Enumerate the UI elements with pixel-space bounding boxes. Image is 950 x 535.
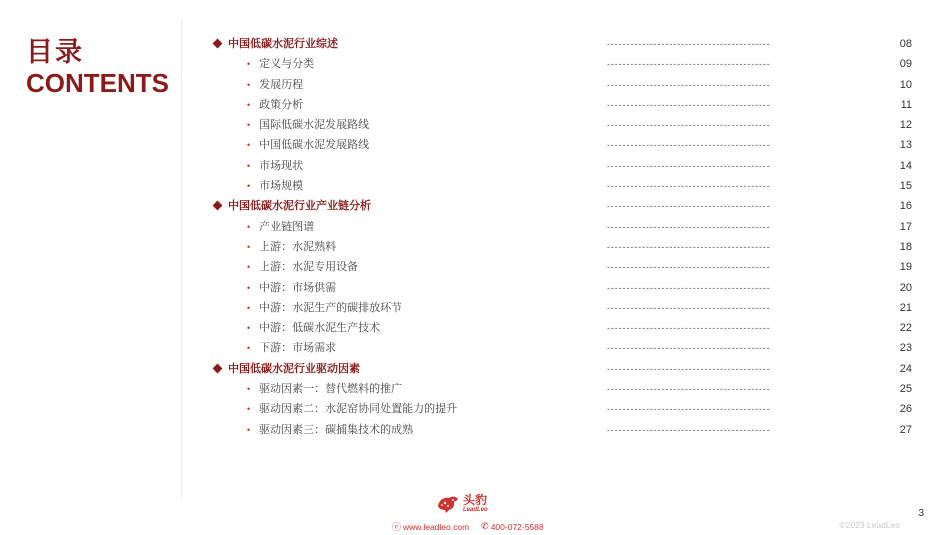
- vertical-divider: [181, 20, 182, 498]
- toc-page-number: 15: [899, 180, 912, 193]
- toc-label-text: 政策分析: [259, 98, 304, 111]
- toc-section[interactable]: [212, 196, 916, 216]
- dot-leader: ------------------------------------------: [607, 343, 771, 354]
- title-cn: 目录: [26, 37, 84, 67]
- toc-page-number: 12: [899, 119, 912, 132]
- leopard-logo-icon: [436, 494, 460, 514]
- dot-leader: ------------------------------------------: [607, 424, 771, 435]
- dot-leader: ------------------------------------------: [607, 140, 771, 151]
- phone-number: 400-072-5588: [490, 521, 544, 532]
- toc-page-number: 16: [899, 200, 912, 213]
- toc-label: [247, 420, 413, 440]
- dot-leader: ------------------------------------------: [607, 241, 771, 252]
- toc-item[interactable]: [212, 156, 916, 176]
- toc-label: [247, 278, 336, 298]
- dot-leader: ------------------------------------------: [607, 323, 771, 334]
- page-number: 3: [918, 508, 924, 519]
- bullet-icon: •: [247, 424, 251, 435]
- copyright: ©2023 LeadLeo: [839, 520, 900, 530]
- toc-label-text: 下游：市场需求: [259, 342, 337, 355]
- dot-leader: ------------------------------------------: [607, 384, 771, 395]
- toc-label-text: 中国低碳水泥行业产业链分析: [228, 200, 371, 213]
- toc-label: [247, 176, 303, 196]
- toc-page-number: 27: [899, 423, 912, 436]
- bullet-icon: •: [247, 384, 251, 395]
- toc-label: [247, 54, 314, 74]
- toc-label-text: 驱动因素三：碳捕集技术的成熟: [259, 423, 414, 436]
- toc-item[interactable]: [212, 115, 916, 135]
- toc-label: [212, 196, 371, 216]
- toc-label-text: 发展历程: [259, 78, 304, 91]
- toc-page-number: 11: [900, 98, 912, 111]
- toc-label-text: 中游：水泥生产的碳排放环节: [259, 301, 403, 314]
- dot-leader: ------------------------------------------: [607, 221, 771, 232]
- bullet-icon: •: [247, 99, 251, 110]
- bullet-icon: •: [247, 59, 251, 70]
- toc-label-text: 中国低碳水泥行业综述: [228, 38, 338, 50]
- toc-page-number: 24: [899, 362, 912, 375]
- toc-label-text: 中游：低碳水泥生产技术: [259, 322, 381, 335]
- brand-logo: [436, 494, 488, 514]
- dot-leader: ------------------------------------------: [607, 120, 771, 131]
- toc-item[interactable]: [212, 217, 916, 237]
- website-link[interactable]: www.leadleo.com: [403, 521, 470, 532]
- toc-label-text: 上游：水泥熟料: [259, 240, 337, 253]
- toc-label-text: 国际低碳水泥发展路线: [259, 119, 370, 132]
- bullet-icon: •: [247, 221, 251, 232]
- toc-page-number: 13: [899, 139, 912, 152]
- dot-leader: ------------------------------------------: [607, 262, 771, 273]
- toc-section[interactable]: [212, 359, 916, 379]
- toc-page-number: 10: [899, 78, 912, 91]
- toc-label: [247, 318, 380, 338]
- bullet-icon: •: [247, 120, 251, 131]
- bullet-icon: •: [247, 140, 251, 151]
- title-en: CONTENTS: [26, 68, 169, 98]
- toc-item[interactable]: [212, 54, 916, 74]
- toc-label: [247, 156, 303, 176]
- toc-page-number: 09: [899, 58, 912, 71]
- toc-section[interactable]: [212, 34, 916, 54]
- toc-item[interactable]: [212, 257, 916, 277]
- toc-page-number: 18: [899, 240, 912, 253]
- toc-label: [247, 95, 303, 115]
- footer-contact: [392, 520, 544, 533]
- bullet-icon: •: [247, 241, 251, 252]
- logo-cn: 头豹: [463, 493, 488, 507]
- dot-leader: ------------------------------------------: [607, 160, 771, 171]
- toc-label-text: 定义与分类: [259, 58, 315, 71]
- toc-label-text: 市场现状: [259, 159, 304, 172]
- bullet-icon: •: [247, 302, 251, 313]
- toc-item[interactable]: [212, 338, 916, 358]
- toc-label-text: 中游：市场供需: [259, 281, 337, 294]
- toc-label: [247, 298, 402, 318]
- dot-leader: ------------------------------------------: [607, 404, 771, 415]
- toc-label: [247, 217, 314, 237]
- toc-item[interactable]: [212, 318, 916, 338]
- toc-page-number: 21: [899, 301, 912, 314]
- toc-page-number: 17: [899, 220, 912, 233]
- diamond-icon: [213, 363, 223, 373]
- toc-page-number: 14: [899, 159, 912, 172]
- dot-leader: ------------------------------------------: [607, 99, 771, 110]
- toc-item[interactable]: [212, 75, 916, 95]
- toc-item[interactable]: [212, 379, 916, 399]
- toc-item[interactable]: [212, 278, 916, 298]
- toc-item[interactable]: [212, 420, 916, 440]
- toc-page-number: 19: [899, 261, 912, 274]
- toc-label: [247, 338, 336, 358]
- toc-label-text: 驱动因素二：水泥窑协同处置能力的提升: [259, 403, 458, 416]
- dot-leader: ------------------------------------------: [607, 302, 771, 313]
- toc-item[interactable]: [212, 237, 916, 257]
- bullet-icon: •: [247, 160, 251, 171]
- toc-label-text: 产业链图谱: [259, 220, 315, 233]
- bullet-icon: •: [247, 282, 251, 293]
- toc-label: [247, 379, 402, 399]
- toc-label: [212, 359, 360, 379]
- dot-leader: ------------------------------------------: [607, 282, 771, 293]
- dot-leader: ------------------------------------------: [607, 59, 771, 70]
- globe-icon: ⓔ: [392, 522, 402, 532]
- toc-label-text: 中国低碳水泥行业驱动因素: [228, 362, 360, 375]
- dot-leader: ------------------------------------------: [607, 201, 771, 212]
- toc-label: [247, 115, 369, 135]
- toc-label-text: 驱动因素一：替代燃料的推广: [259, 383, 403, 396]
- phone-icon: ✆: [481, 521, 489, 531]
- toc-item[interactable]: [212, 176, 916, 196]
- toc-label-text: 市场规模: [259, 180, 304, 193]
- bullet-icon: •: [247, 343, 251, 354]
- toc-label: [247, 237, 336, 257]
- toc-label: [212, 34, 338, 54]
- page-title: [26, 36, 169, 98]
- dot-leader: ------------------------------------------: [607, 181, 771, 192]
- dot-leader: ------------------------------------------: [607, 39, 771, 49]
- bullet-icon: •: [247, 79, 251, 90]
- bullet-icon: •: [247, 181, 251, 192]
- toc-page-number: 08: [899, 38, 912, 50]
- dot-leader: ------------------------------------------: [607, 79, 771, 90]
- toc-label-text: 上游：水泥专用设备: [259, 261, 359, 274]
- bullet-icon: •: [247, 404, 251, 415]
- toc-page-number: 22: [899, 322, 912, 335]
- diamond-icon: [213, 201, 223, 211]
- table-of-contents: [212, 34, 916, 440]
- toc-label: [247, 257, 358, 277]
- toc-item[interactable]: [212, 298, 916, 318]
- toc-label: [247, 135, 369, 155]
- toc-item[interactable]: [212, 135, 916, 155]
- toc-page-number: 25: [899, 383, 912, 396]
- toc-item[interactable]: [212, 95, 916, 115]
- toc-label: [247, 75, 303, 95]
- toc-page-number: 23: [899, 342, 912, 355]
- dot-leader: ------------------------------------------: [607, 363, 771, 374]
- toc-item[interactable]: [212, 399, 916, 419]
- toc-page-number: 20: [899, 281, 912, 294]
- toc-page-number: 26: [899, 403, 912, 416]
- bullet-icon: •: [247, 262, 251, 273]
- diamond-icon: [213, 39, 223, 49]
- logo-en: LeadLeo: [463, 507, 488, 513]
- toc-label: [247, 399, 457, 419]
- toc-label-text: 中国低碳水泥发展路线: [259, 139, 370, 152]
- bullet-icon: •: [247, 323, 251, 334]
